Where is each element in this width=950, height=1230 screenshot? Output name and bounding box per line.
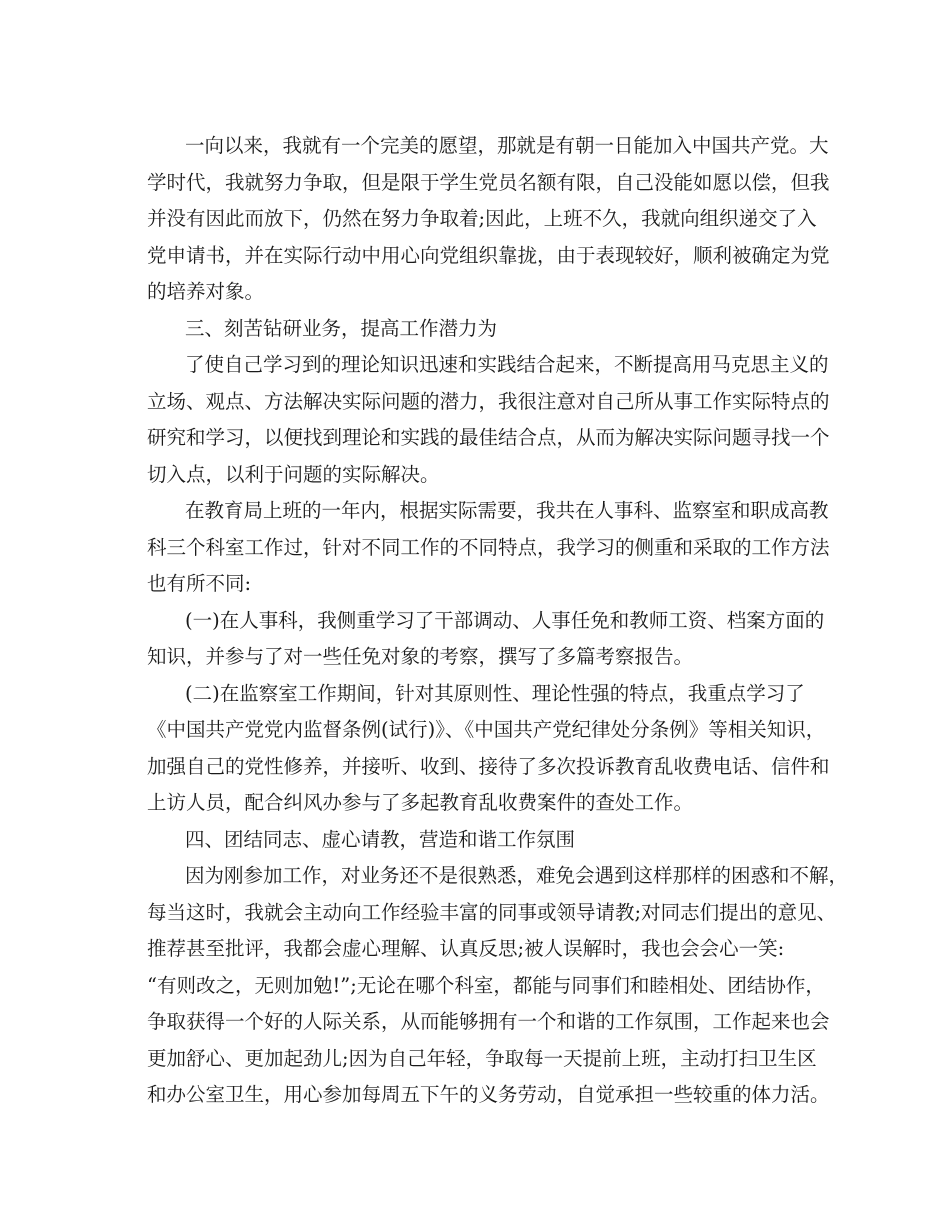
text-line: 研究和学习，以便找到理论和实践的最佳结合点，从而为解决实际问题寻找一个 — [147, 426, 830, 449]
document-body — [147, 128, 849, 1114]
text-line: 加强自己的党性修养，并接听、收到、接待了多次投诉教育乱收费电话、信件和 — [147, 754, 830, 778]
text-line: 每当这时，我就会主动向工作经验丰富的同事或领导请教;对同志们提出的意见、 — [147, 900, 837, 924]
text-line: 党申请书，并在实际行动中用心向党组织靠拢，由于表现较好，顺利被确定为党 — [147, 243, 830, 267]
text-line: 切入点，以利于问题的实际解决。 — [147, 462, 440, 486]
text-line: 科三个科室工作过，针对不同工作的不同特点，我学习的侧重和采取的工作方法 — [147, 535, 830, 559]
text-line: 推荐甚至批评，我都会虚心理解、认真反思;被人误解时，我也会会心一笑: — [147, 937, 785, 960]
text-line: 更加舒心、更加起劲儿;因为自己年轻，争取每一天提前上班，主动打扫卫生区 — [147, 1046, 817, 1070]
text-line: 了使自己学习到的理论知识迅速和实践结合起来，不断提高用马克思主义的 — [185, 353, 829, 376]
text-line: 学时代，我就努力争取，但是限于学生党员名额有限，自己没能如愿以偿，但我 — [147, 170, 830, 194]
text-line: 并没有因此而放下，仍然在努力争取着;因此，上班不久，我就向组织递交了入 — [147, 207, 817, 230]
text-line: 立场、观点、方法解决实际问题的潜力，我很注意对自己所从事工作实际特点的 — [147, 389, 830, 413]
text-line: 在教育局上班的一年内，根据实际需要，我共在人事科、监察室和职成高教 — [185, 499, 829, 522]
text-line: 上访人员，配合纠风办参与了多起教育乱收费案件的查处工作。 — [147, 791, 694, 814]
text-line: 和办公室卫生，用心参加每周五下午的义务劳动，自觉承担一些较重的体力活。 — [147, 1083, 830, 1106]
text-line: 争取获得一个好的人际关系，从而能够拥有一个和谐的工作氛围，工作起来也会 — [147, 1010, 830, 1033]
text-line: 一向以来，我就有一个完美的愿望，那就是有朝一日能加入中国共产党。大 — [185, 134, 829, 157]
text-line: 也有所不同: — [147, 572, 252, 595]
text-line: (二)在监察室工作期间，针对其原则性、理论性强的特点，我重点学习了 — [185, 681, 805, 705]
section-heading: 三、刻苦钻研业务，提高工作潜力为 — [185, 316, 498, 340]
text-line: 《中国共产党党内监督条例(试行)》、《中国共产党纪律处分条例》等相关知识， — [147, 718, 826, 741]
section-heading: 四、团结同志、虚心请教，营造和谐工作氛围 — [185, 827, 576, 851]
text-line: “有则改之，无则加勉!”;无论在哪个科室，都能与同事们和睦相处、团结协作， — [147, 973, 825, 997]
text-line: 因为刚参加工作，对业务还不是很熟悉，难免会遇到这样那样的困惑和不解， — [185, 864, 849, 887]
text-line: (一)在人事科，我侧重学习了干部调动、人事任免和教师工资、档案方面的 — [185, 608, 825, 632]
text-line: 知识，并参与了对一些任免对象的考察，撰写了多篇考察报告。 — [147, 645, 694, 668]
text-line: 的培养对象。 — [147, 280, 265, 303]
